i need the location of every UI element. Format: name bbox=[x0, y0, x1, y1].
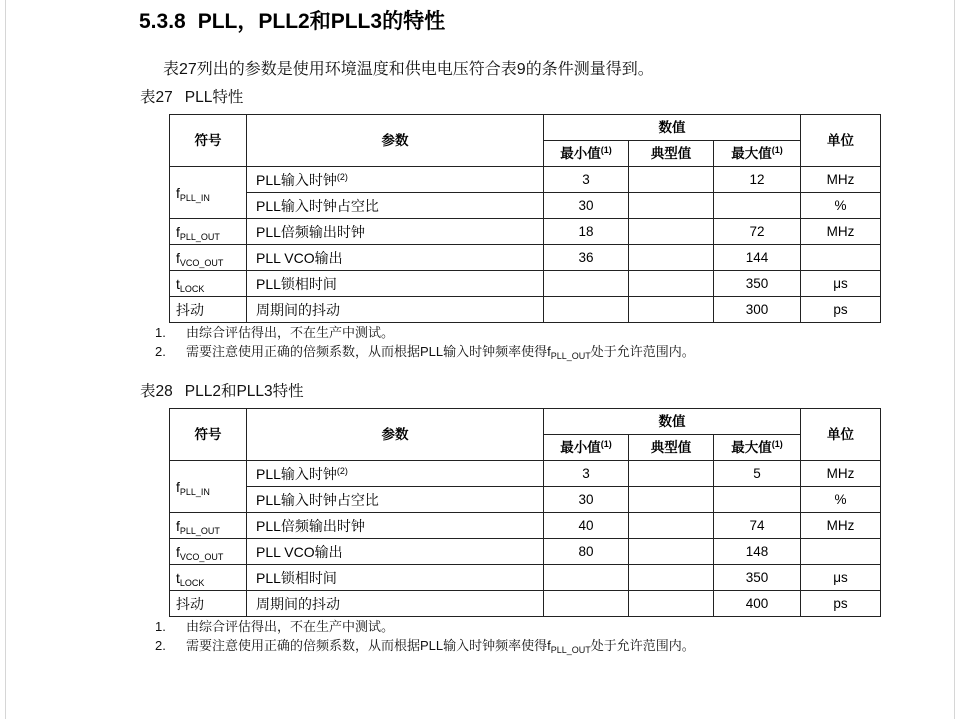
table-row bbox=[170, 245, 881, 271]
table-caption-title: PLL特性 bbox=[184, 89, 244, 106]
section-heading bbox=[139, 8, 445, 36]
cell-min: 3 bbox=[544, 461, 629, 487]
table-row bbox=[170, 513, 881, 539]
symbol-main: 抖动 bbox=[176, 595, 204, 612]
cell-max: 350 bbox=[714, 565, 801, 591]
symbol-subscript: LOCK bbox=[179, 283, 205, 294]
cell-unit: MHz bbox=[801, 219, 881, 245]
parameter-label: PLL输入时钟 bbox=[256, 465, 337, 482]
header-max-label: 最大值 bbox=[731, 439, 772, 455]
cell-max: 350 bbox=[714, 271, 801, 297]
table-body bbox=[170, 167, 881, 323]
footnote-number: 2. bbox=[155, 638, 166, 653]
table-row bbox=[170, 565, 881, 591]
cell-max: 400 bbox=[714, 591, 801, 617]
footnote-ref: (1) bbox=[771, 144, 783, 155]
cell-typ bbox=[629, 219, 714, 245]
footnote bbox=[155, 636, 695, 655]
table-caption bbox=[140, 382, 304, 401]
cell-min: 3 bbox=[544, 167, 629, 193]
header-typ: 典型值 bbox=[629, 141, 714, 167]
cell-max: 5 bbox=[714, 461, 801, 487]
cell-symbol bbox=[170, 297, 247, 323]
cell-max: 74 bbox=[714, 513, 801, 539]
table-row bbox=[170, 219, 881, 245]
footnote bbox=[155, 342, 695, 361]
cell-unit: % bbox=[801, 193, 881, 219]
cell-min: 30 bbox=[544, 193, 629, 219]
cell-unit bbox=[801, 539, 881, 565]
cell-symbol bbox=[170, 513, 247, 539]
section-title: PLL，PLL2和PLL3的特性 bbox=[197, 10, 446, 33]
table-block-pll bbox=[0, 88, 961, 368]
cell-max bbox=[714, 487, 801, 513]
header-parameter: 参数 bbox=[247, 409, 544, 461]
cell-parameter bbox=[247, 461, 544, 487]
header-unit: 单位 bbox=[801, 115, 881, 167]
cell-typ bbox=[629, 245, 714, 271]
footnote bbox=[155, 323, 695, 342]
footnote-text bbox=[186, 344, 695, 359]
cell-max: 300 bbox=[714, 297, 801, 323]
footnote-text bbox=[186, 325, 394, 340]
footnote-text-part: 由综合评估得出，不在生产中测试。 bbox=[186, 619, 395, 634]
cell-min: 40 bbox=[544, 513, 629, 539]
symbol-subscript: VCO_OUT bbox=[179, 551, 224, 562]
parameter-label: PLL锁相时间 bbox=[256, 569, 337, 586]
cell-min: 80 bbox=[544, 539, 629, 565]
cell-max: 72 bbox=[714, 219, 801, 245]
cell-typ bbox=[629, 193, 714, 219]
cell-typ bbox=[629, 167, 714, 193]
cell-parameter bbox=[247, 487, 544, 513]
symbol-main: f bbox=[176, 543, 180, 560]
table-row bbox=[170, 461, 881, 487]
footnote-text bbox=[186, 638, 695, 653]
table-row bbox=[170, 167, 881, 193]
parameter-label: PLL倍频输出时钟 bbox=[256, 223, 365, 240]
cell-max bbox=[714, 193, 801, 219]
table-caption-label: 表27 bbox=[140, 89, 173, 106]
cell-unit: % bbox=[801, 487, 881, 513]
cell-unit bbox=[801, 245, 881, 271]
cell-typ bbox=[629, 487, 714, 513]
header-typ: 典型值 bbox=[629, 435, 714, 461]
cell-min: 36 bbox=[544, 245, 629, 271]
header-values: 数值 bbox=[544, 115, 801, 141]
cell-min bbox=[544, 271, 629, 297]
footnote-text-part: 处于允许范围内。 bbox=[590, 344, 695, 359]
symbol-main: t bbox=[176, 275, 180, 292]
cell-typ bbox=[629, 513, 714, 539]
symbol-main: t bbox=[176, 569, 180, 586]
table-header bbox=[170, 115, 881, 167]
cell-symbol bbox=[170, 219, 247, 245]
table-body bbox=[170, 461, 881, 617]
symbol-main: f bbox=[176, 517, 180, 534]
cell-typ bbox=[629, 565, 714, 591]
parameter-label: PLL输入时钟占空比 bbox=[256, 197, 379, 214]
header-max-label: 最大值 bbox=[731, 145, 772, 161]
cell-symbol bbox=[170, 565, 247, 591]
header-max bbox=[714, 435, 801, 461]
table-header bbox=[170, 409, 881, 461]
header-min-label: 最小值 bbox=[560, 439, 601, 455]
parameter-label: 周期间的抖动 bbox=[256, 595, 340, 612]
symbol-subscript: VCO_OUT bbox=[179, 257, 224, 268]
cell-unit: MHz bbox=[801, 513, 881, 539]
header-min bbox=[544, 141, 629, 167]
symbol-subscript: LOCK bbox=[179, 577, 205, 588]
symbol-subscript: PLL_IN bbox=[179, 486, 210, 497]
footnote-text-part: 需要注意使用正确的倍频系数，从而根据PLL输入时钟频率使得 bbox=[186, 344, 548, 359]
cell-typ bbox=[629, 461, 714, 487]
cell-min bbox=[544, 297, 629, 323]
symbol-main: f bbox=[176, 184, 180, 201]
footnote-ref: (2) bbox=[336, 171, 348, 182]
parameter-label: PLL VCO输出 bbox=[256, 543, 343, 560]
header-values: 数值 bbox=[544, 409, 801, 435]
spec-table bbox=[169, 408, 881, 617]
footnote bbox=[155, 617, 695, 636]
symbol-main: 抖动 bbox=[176, 301, 204, 318]
header-parameter: 参数 bbox=[247, 115, 544, 167]
table-caption-label: 表28 bbox=[140, 383, 173, 400]
footnote-ref: (1) bbox=[600, 438, 612, 449]
cell-parameter bbox=[247, 297, 544, 323]
cell-max: 12 bbox=[714, 167, 801, 193]
symbol-subscript: PLL_OUT bbox=[550, 645, 591, 655]
table-notes bbox=[155, 617, 695, 655]
parameter-label: PLL输入时钟占空比 bbox=[256, 491, 379, 508]
parameter-label: PLL输入时钟 bbox=[256, 171, 337, 188]
table-caption-title: PLL2和PLL3特性 bbox=[184, 383, 304, 400]
cell-parameter bbox=[247, 193, 544, 219]
symbol-main: f bbox=[547, 638, 551, 653]
cell-unit: μs bbox=[801, 271, 881, 297]
footnote-ref: (1) bbox=[600, 144, 612, 155]
cell-parameter bbox=[247, 565, 544, 591]
symbol-subscript: PLL_IN bbox=[179, 192, 210, 203]
symbol-main: f bbox=[176, 249, 180, 266]
cell-unit: μs bbox=[801, 565, 881, 591]
table-row bbox=[170, 271, 881, 297]
symbol-main: f bbox=[547, 344, 551, 359]
cell-min: 18 bbox=[544, 219, 629, 245]
cell-parameter bbox=[247, 271, 544, 297]
footnote-text bbox=[186, 619, 394, 634]
table-row bbox=[170, 539, 881, 565]
cell-min bbox=[544, 591, 629, 617]
header-unit: 单位 bbox=[801, 409, 881, 461]
footnote-ref: (1) bbox=[771, 438, 783, 449]
cell-symbol bbox=[170, 271, 247, 297]
table-row bbox=[170, 487, 881, 513]
parameter-label: PLL倍频输出时钟 bbox=[256, 517, 365, 534]
header-min bbox=[544, 435, 629, 461]
footnote-text-part: 需要注意使用正确的倍频系数，从而根据PLL输入时钟频率使得 bbox=[186, 638, 548, 653]
table-row bbox=[170, 297, 881, 323]
cell-typ bbox=[629, 271, 714, 297]
table-caption bbox=[140, 88, 243, 107]
header-row bbox=[170, 115, 881, 141]
cell-parameter bbox=[247, 245, 544, 271]
parameter-label: 周期间的抖动 bbox=[256, 301, 340, 318]
footnote-number: 1. bbox=[155, 325, 166, 340]
footnote-text-part: 由综合评估得出，不在生产中测试。 bbox=[186, 325, 395, 340]
cell-parameter bbox=[247, 513, 544, 539]
cell-typ bbox=[629, 297, 714, 323]
symbol-main: f bbox=[176, 478, 180, 495]
cell-unit: ps bbox=[801, 591, 881, 617]
cell-min bbox=[544, 565, 629, 591]
cell-symbol bbox=[170, 245, 247, 271]
cell-symbol bbox=[170, 539, 247, 565]
symbol-subscript: PLL_OUT bbox=[550, 351, 591, 361]
symbol-subscript: PLL_OUT bbox=[179, 231, 220, 242]
header-min-label: 最小值 bbox=[560, 145, 601, 161]
footnote-text-part: 处于允许范围内。 bbox=[590, 638, 695, 653]
footnote-ref: (2) bbox=[336, 465, 348, 476]
header-symbol: 符号 bbox=[170, 409, 247, 461]
cell-unit: MHz bbox=[801, 461, 881, 487]
symbol-subscript: PLL_OUT bbox=[179, 525, 220, 536]
cell-max: 148 bbox=[714, 539, 801, 565]
cell-parameter bbox=[247, 539, 544, 565]
cell-unit: ps bbox=[801, 297, 881, 323]
table-block-pll2-pll3 bbox=[0, 382, 961, 662]
table-row bbox=[170, 591, 881, 617]
header-symbol: 符号 bbox=[170, 115, 247, 167]
table-row bbox=[170, 193, 881, 219]
footnote-number: 1. bbox=[155, 619, 166, 634]
cell-parameter bbox=[247, 219, 544, 245]
cell-min: 30 bbox=[544, 487, 629, 513]
cell-unit: MHz bbox=[801, 167, 881, 193]
header-max bbox=[714, 141, 801, 167]
cell-symbol bbox=[170, 591, 247, 617]
parameter-label: PLL VCO输出 bbox=[256, 249, 343, 266]
header-row bbox=[170, 409, 881, 435]
cell-typ bbox=[629, 591, 714, 617]
cell-typ bbox=[629, 539, 714, 565]
footnote-number: 2. bbox=[155, 344, 166, 359]
cell-symbol bbox=[170, 461, 247, 513]
intro-paragraph: 表27列出的参数是使用环境温度和供电电压符合表9的条件测量得到。 bbox=[163, 61, 654, 78]
cell-parameter bbox=[247, 167, 544, 193]
cell-symbol bbox=[170, 167, 247, 219]
spec-table bbox=[169, 114, 881, 323]
cell-max: 144 bbox=[714, 245, 801, 271]
parameter-label: PLL锁相时间 bbox=[256, 275, 337, 292]
table-notes bbox=[155, 323, 695, 361]
symbol-main: f bbox=[176, 223, 180, 240]
cell-parameter bbox=[247, 591, 544, 617]
section-number: 5.3.8 bbox=[139, 10, 186, 33]
